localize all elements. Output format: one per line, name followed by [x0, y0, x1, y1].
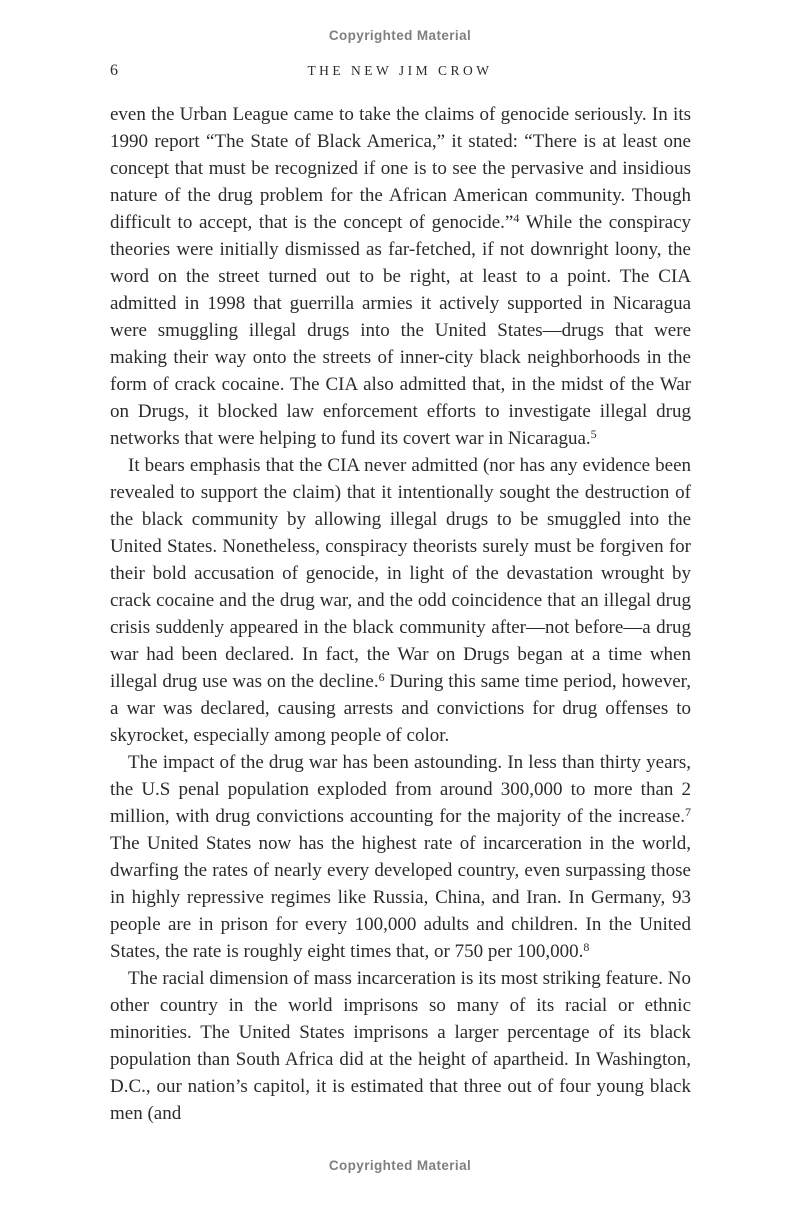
footnote-reference: 5 [590, 427, 597, 441]
copyright-notice-bottom: Copyrighted Material [328, 1158, 472, 1173]
footnote-reference: 6 [378, 670, 385, 684]
copyright-notice-top: Copyrighted Material [328, 28, 472, 43]
paragraph: even the Urban League came to take the claims of genocide seriously. In its 1990 report “The State of Black America,” it stated: “There is at least one concept that must be recognized if one is to see the pervasive and insidious nature of the drug problem for the African American community. Though difficult to accept, that is the concept of genocide.”$^4$ While the conspiracy theories were initially dismissed as far-fetched, if not downright loony, the word on the street turned out to be right, at least to a point. The CIA admitted in 1998 that guerrilla armies it actively supported in Nicaragua were smuggling illegal drugs into the United States—drugs that were making their way onto the streets of inner-city black neighborhoods in the form of crack cocaine. The CIA also admitted that, in the midst of the War on Drugs, it blocked law enforcement efforts to investigate illegal drug networks that were helping to fund its covert war in Nicaragua.$^5$ [110, 104, 691, 449]
running-head-title: THE NEW JIM CROW [307, 63, 493, 78]
paragraph: The racial dimension of mass incarceration is its most striking feature. No other country in the world imprisons so many of its racial or ethnic minorities. The United States imprisons a larger percentage of its black population than South Africa did at the height of apartheid. In Washington, D.C., our nation’s capitol, it is estimated that three out of four young black men (and [110, 968, 691, 1124]
page-header [0, 62, 800, 80]
footnote-reference: 8 [583, 940, 590, 954]
paragraph: The impact of the drug war has been astounding. In less than thirty years, the U.S penal population exploded from around 300,000 to more than 2 million, with drug convictions accounting for the majority of the increase.$^7$ The United States now has the highest rate of incarceration in the world, dwarfing the rates of nearly every developed country, even surpassing those in highly repressive regimes like Russia, China, and Iran. In Germany, 93 people are in prison for every 100,000 adults and children. In the United States, the rate is roughly eight times that, or 750 per 100,000.$^8$ [110, 752, 691, 962]
page-number: 6 [110, 62, 118, 79]
footnote-reference: 7 [685, 805, 691, 819]
paragraph: It bears emphasis that the CIA never admitted (nor has any evidence been revealed to support the claim) that it intentionally sought the destruction of the black community by allowing illegal drugs to be smuggled into the United States. Nonetheless, conspiracy theorists surely must be forgiven for their bold accusation of genocide, in light of the devastation wrought by crack cocaine and the drug war, and the odd coincidence that an illegal drug crisis suddenly appeared in the black community after—not before—a drug war had been declared. In fact, the War on Drugs began at a time when illegal drug use was on the decline.$^6$ During this same time period, however, a war was declared, causing arrests and convictions for drug offenses to skyrocket, especially among people of color. [110, 455, 691, 746]
body-text [110, 101, 691, 1127]
footnote-reference: 4 [513, 211, 520, 225]
